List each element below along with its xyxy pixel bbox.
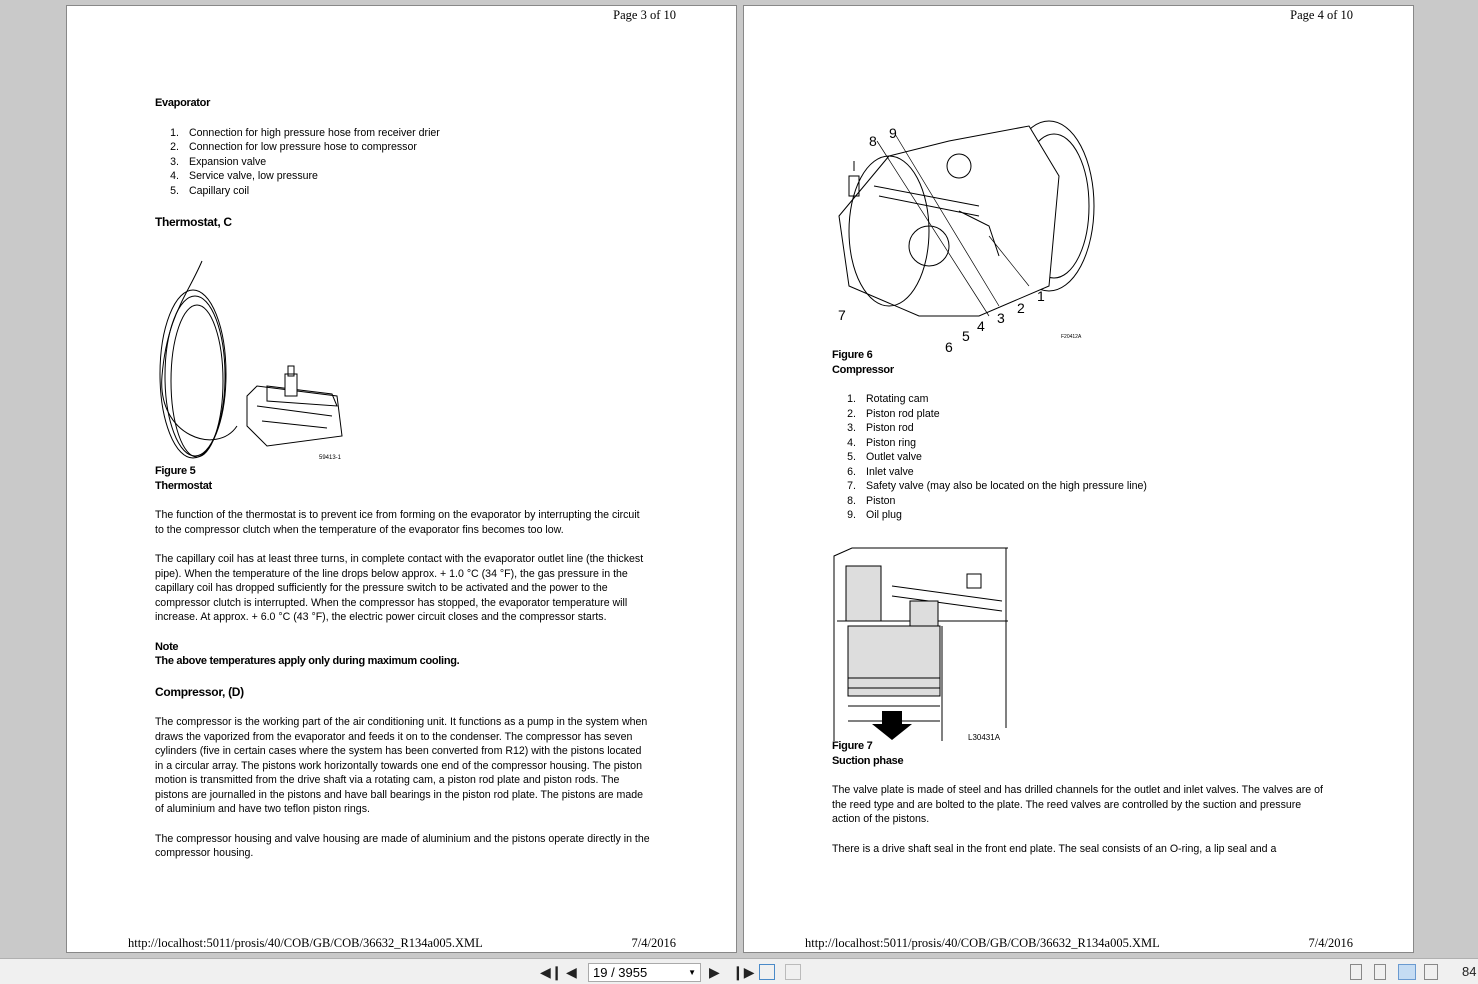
list-item: 2. Connection for low pressure hose to compressor	[170, 141, 417, 153]
next-page-icon[interactable]: ▶	[709, 964, 720, 980]
thermostat-figure	[157, 256, 357, 466]
footer-url: http://localhost:5011/prosis/40/COB/GB/COB/36632_R134a005.XML	[128, 936, 483, 950]
paragraph: The function of the thermostat is to prevent ice from forming on the evaporator by interrupting the circuit to the compressor clutch when the temperature of the evaporator fins becomes too low.	[155, 509, 640, 536]
note-text: The above temperatures apply only during maximum cooling.	[155, 655, 460, 667]
evaporator-section	[155, 96, 655, 230]
list-item: 5. Capillary coil	[170, 184, 250, 197]
figure-label: Figure 6	[832, 349, 873, 361]
section-title: Compressor, (D)	[155, 684, 244, 699]
footer-date: 7/4/2016	[1308, 936, 1353, 950]
suction-phase-figure	[832, 546, 1012, 746]
page-header: Page 4 of 10	[1290, 8, 1353, 22]
list-item: 5. Outlet valve	[847, 451, 922, 463]
page-header: Page 3 of 10	[613, 8, 676, 22]
list-item: 9. Oil plug	[847, 509, 902, 521]
paragraph: The capillary coil has at least three turns, in complete contact with the evaporator outlet line (the thickest pipe). When the temperature of the line drops below approx. + 1.0 °C (34 °F), the gas pressure in the capillary coil has dropped sufficiently for the pressure switch to be activated and the power to the compressor clutch is interrupted. When the compressor has stopped, the evaporator temperature will increase. At approx. + 6.0 °C (43 °F), the electric power circuit closes and the compressor starts.	[155, 553, 644, 623]
list-item: 3. Piston rod	[847, 422, 914, 434]
svg-text:F20412A: F20412A	[1061, 334, 1082, 340]
page-value: 19 / 3955	[593, 965, 648, 980]
footer-date: 7/4/2016	[631, 936, 676, 950]
list-item: 3. Expansion valve	[170, 155, 267, 168]
paragraph: The compressor is the working part of the air conditioning unit. It functions as a pump in the system when draws the vaporized from the evaporator and feeds it on to the condenser. The compressor has seven cylinders (five in certain cases where the system has been converted from R12) with the pistons located in a circular array. The pistons work horizontally towards one end of the compressor housing. The piston motion is transmitted from the drive shaft via a rotating cam, a piston rod plate and piston rods. The pistons are journalled in the pistons and have ball bearings in the piston rod plate. The pistons are made of aluminium and have two teflon piston rings.	[155, 716, 648, 815]
svg-text:8: 8	[869, 133, 877, 149]
list-item: 1. Connection for high pressure hose from receiver drier	[170, 126, 440, 139]
section-title: Evaporator	[155, 97, 211, 109]
page-3	[66, 5, 737, 953]
page-selector[interactable]	[588, 963, 701, 982]
paragraph: The compressor housing and valve housing are made of aluminium and the pistons operate directly in the compressor housing.	[155, 832, 650, 859]
paragraph: There is a drive shaft seal in the front end plate. The seal consists of an O-ring, a lip seal and a	[832, 842, 1277, 855]
figure-code: L30431A	[968, 733, 1001, 742]
list-item: 7. Safety valve (may also be located on the high pressure line)	[847, 480, 1147, 492]
svg-text:6: 6	[945, 339, 953, 355]
svg-text:5: 5	[962, 328, 970, 344]
navigation-toolbar	[0, 958, 1478, 984]
figure-caption: Compressor	[832, 363, 894, 376]
svg-text:4: 4	[977, 318, 985, 334]
svg-text:9: 9	[889, 125, 897, 141]
note-title: Note	[155, 640, 179, 653]
figure-caption: Suction phase	[832, 754, 904, 767]
compressor-text	[832, 348, 1332, 523]
last-page-icon[interactable]: ❙▶	[732, 964, 755, 980]
list-item: 1. Rotating cam	[847, 393, 929, 405]
list-item: 2. Piston rod plate	[847, 407, 940, 420]
svg-text:59413-1: 59413-1	[319, 455, 342, 461]
evaporator-list	[155, 126, 655, 199]
svg-text:7: 7	[838, 307, 846, 323]
section-title: Thermostat, C	[155, 215, 232, 229]
compressor-figure	[829, 116, 1109, 356]
footer-url: http://localhost:5011/prosis/40/COB/GB/COB/36632_R134a005.XML	[805, 936, 1160, 950]
valve-text	[832, 739, 1327, 856]
previous-view-icon[interactable]	[759, 964, 775, 980]
next-view-icon[interactable]	[785, 964, 801, 980]
list-item: 4. Service valve, low pressure	[170, 170, 318, 182]
paragraph: The valve plate is made of steel and has drilled channels for the outlet and inlet valves. The valves are of the reed type and are bolted to the plate. The reed valves are controlled by the suction and pressure action of the pistons.	[832, 784, 1323, 825]
svg-text:1: 1	[1037, 288, 1045, 304]
parts-list	[832, 392, 1332, 523]
list-item: 4. Piston ring	[847, 436, 917, 449]
facing-view-icon[interactable]	[1398, 964, 1416, 980]
list-item: 6. Inlet valve	[847, 465, 914, 478]
figure-label: Figure 7	[832, 740, 873, 752]
list-item: 8. Piston	[847, 494, 896, 507]
continuous-facing-view-icon[interactable]	[1424, 964, 1438, 980]
chevron-down-icon: ▼	[688, 968, 696, 977]
figure-label: Figure 5	[155, 465, 196, 477]
svg-text:2: 2	[1017, 300, 1025, 316]
page-footer	[128, 936, 676, 951]
single-page-view-icon[interactable]	[1350, 964, 1362, 980]
first-page-icon[interactable]: ◀❙	[540, 964, 563, 980]
continuous-view-icon[interactable]	[1374, 964, 1386, 980]
previous-page-icon[interactable]: ◀	[566, 964, 577, 980]
thermostat-text	[155, 464, 655, 861]
zoom-level[interactable]: 84	[1462, 964, 1477, 979]
page-4	[743, 5, 1414, 953]
svg-text:3: 3	[997, 310, 1005, 326]
figure-caption: Thermostat	[155, 479, 212, 492]
page-footer	[805, 936, 1353, 951]
